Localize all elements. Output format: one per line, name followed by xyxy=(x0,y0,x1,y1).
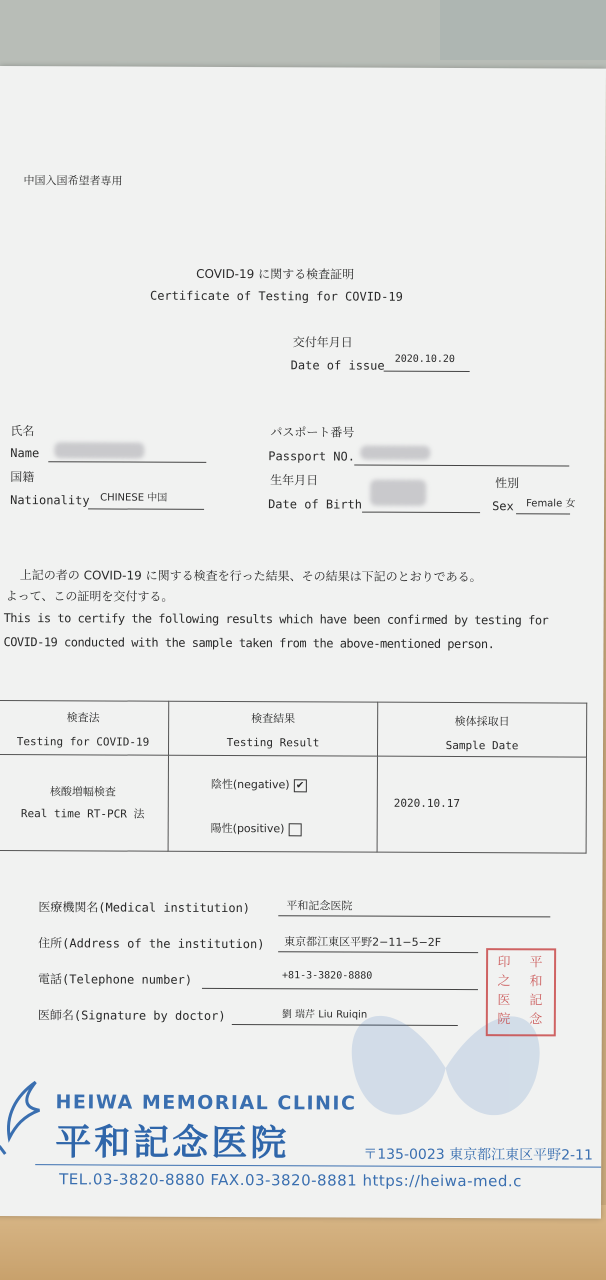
method-jp: 核酸増幅検査 xyxy=(49,785,116,799)
name-label-en: Name xyxy=(10,446,40,461)
table-row xyxy=(0,754,586,853)
institution-name-underline xyxy=(278,915,550,917)
negative-label: 陰性(negative) xyxy=(210,777,290,792)
background-paper-edge xyxy=(440,0,606,60)
institution-address-underline xyxy=(278,951,478,953)
col3-label-jp: 検体採取日 xyxy=(454,714,510,729)
name-label-jp: 氏名 xyxy=(10,424,35,439)
results-table xyxy=(0,700,587,854)
table-header-row xyxy=(0,700,587,757)
header-cell-date xyxy=(377,702,586,757)
institution-phone-value: +81-3-3820-8880 xyxy=(282,970,373,982)
passport-label-jp: パスポート番号 xyxy=(270,425,355,440)
issue-date: 2020.10.20 xyxy=(394,353,455,365)
sample-date-cell xyxy=(377,756,586,853)
header-cell-result xyxy=(168,701,377,756)
statement-en-line2: COVID-19 conducted with the sample taken from the above-mentioned person. xyxy=(3,635,495,652)
col2-label-en: Testing Result xyxy=(226,735,320,750)
col1-label-jp: 検査法 xyxy=(66,711,100,725)
col1-label-en: Testing for COVID-19 xyxy=(16,735,150,749)
dob-underline xyxy=(362,512,480,514)
positive-option xyxy=(211,820,377,837)
institution-address-label: 住所(Address of the institution) xyxy=(38,936,265,952)
doctor-label: 医師名(Signature by doctor) xyxy=(37,1008,226,1023)
redacted-dob xyxy=(370,480,426,506)
clinic-logo-icon xyxy=(0,1076,52,1156)
clinic-seal-stamp xyxy=(486,948,556,1036)
header-cell-method xyxy=(0,700,169,755)
institution-name-value: 平和記念医院 xyxy=(286,899,353,913)
sex-underline xyxy=(516,513,570,514)
statement-en-line1: This is to certify the following results which have been confirmed by testing for xyxy=(3,611,549,628)
institution-phone-label: 電話(Telephone number) xyxy=(37,972,193,987)
nationality-underline xyxy=(88,508,204,510)
method-cell xyxy=(0,754,168,851)
positive-label: 陽性(positive) xyxy=(210,821,285,836)
redacted-name xyxy=(54,442,144,458)
restricted-use-label: 中国入国希望者専用 xyxy=(23,174,123,188)
negative-checkbox-checked: ✔ xyxy=(294,779,307,792)
seal-char: 平 xyxy=(529,955,543,971)
statement-jp-line2: よって、この証明を交付する。 xyxy=(5,589,174,604)
redacted-passport xyxy=(360,446,430,460)
method-en: Real time RT-PCR 法 xyxy=(20,807,145,821)
doctor-value: 劉 瑞芹 Liu Ruiqin xyxy=(281,1009,368,1021)
seal-char: 院 xyxy=(497,1012,511,1028)
issue-label-en: Date of issue xyxy=(290,358,385,373)
nationality-label-jp: 国籍 xyxy=(10,470,35,485)
certificate-document xyxy=(0,66,606,1219)
title-jp: COVID-19 に関する検査証明 xyxy=(196,266,355,282)
statement-jp-line1: 上記の者の COVID-19 に関する検査を行った結果、その結果は下記のとおりである。 xyxy=(19,568,482,585)
name-underline xyxy=(48,461,206,463)
positive-checkbox-empty xyxy=(288,823,301,836)
seal-char: 和 xyxy=(529,974,543,990)
clinic-name-en: HEIWA MEMORIAL CLINIC xyxy=(55,1091,357,1115)
seal-char: 医 xyxy=(497,993,511,1009)
seal-char: 印 xyxy=(497,955,511,971)
clinic-address: 〒135-0023 東京都江東区平野2-11 xyxy=(363,1146,593,1164)
issue-label-jp: 交付年月日 xyxy=(292,335,353,350)
issue-underline xyxy=(384,371,470,372)
dob-label-jp: 生年月日 xyxy=(270,473,319,488)
col2-label-jp: 検査結果 xyxy=(251,712,296,726)
result-cell xyxy=(168,755,377,852)
clinic-name-jp: 平和記念医院 xyxy=(55,1122,290,1165)
sample-date: 2020.10.17 xyxy=(393,796,461,811)
sex-label-en: Sex xyxy=(492,499,514,514)
seal-char: 念 xyxy=(529,1012,543,1028)
seal-char: 記 xyxy=(529,993,543,1009)
sex-label-jp: 性別 xyxy=(495,476,520,491)
nationality-label-en: Nationality xyxy=(10,493,90,508)
negative-option xyxy=(211,776,377,793)
institution-name-label: 医療機関名(Medical institution) xyxy=(38,900,251,916)
title-en: Certificate of Testing for COVID-19 xyxy=(149,288,403,304)
seal-char: 之 xyxy=(497,974,511,990)
clinic-contact: TEL.03-3820-8880 FAX.03-3820-8881 https://heiwa-med.c xyxy=(59,1170,522,1191)
nationality-value: CHINESE 中国 xyxy=(100,492,168,504)
passport-underline xyxy=(354,465,569,467)
institution-address-value: 東京都江東区平野2−11−5−2F xyxy=(284,935,442,949)
sex-value: Female 女 xyxy=(526,498,576,510)
dob-label-en: Date of Birth xyxy=(268,497,363,512)
passport-label-en: Passport NO. xyxy=(268,449,356,464)
col3-label-en: Sample Date xyxy=(445,738,519,753)
